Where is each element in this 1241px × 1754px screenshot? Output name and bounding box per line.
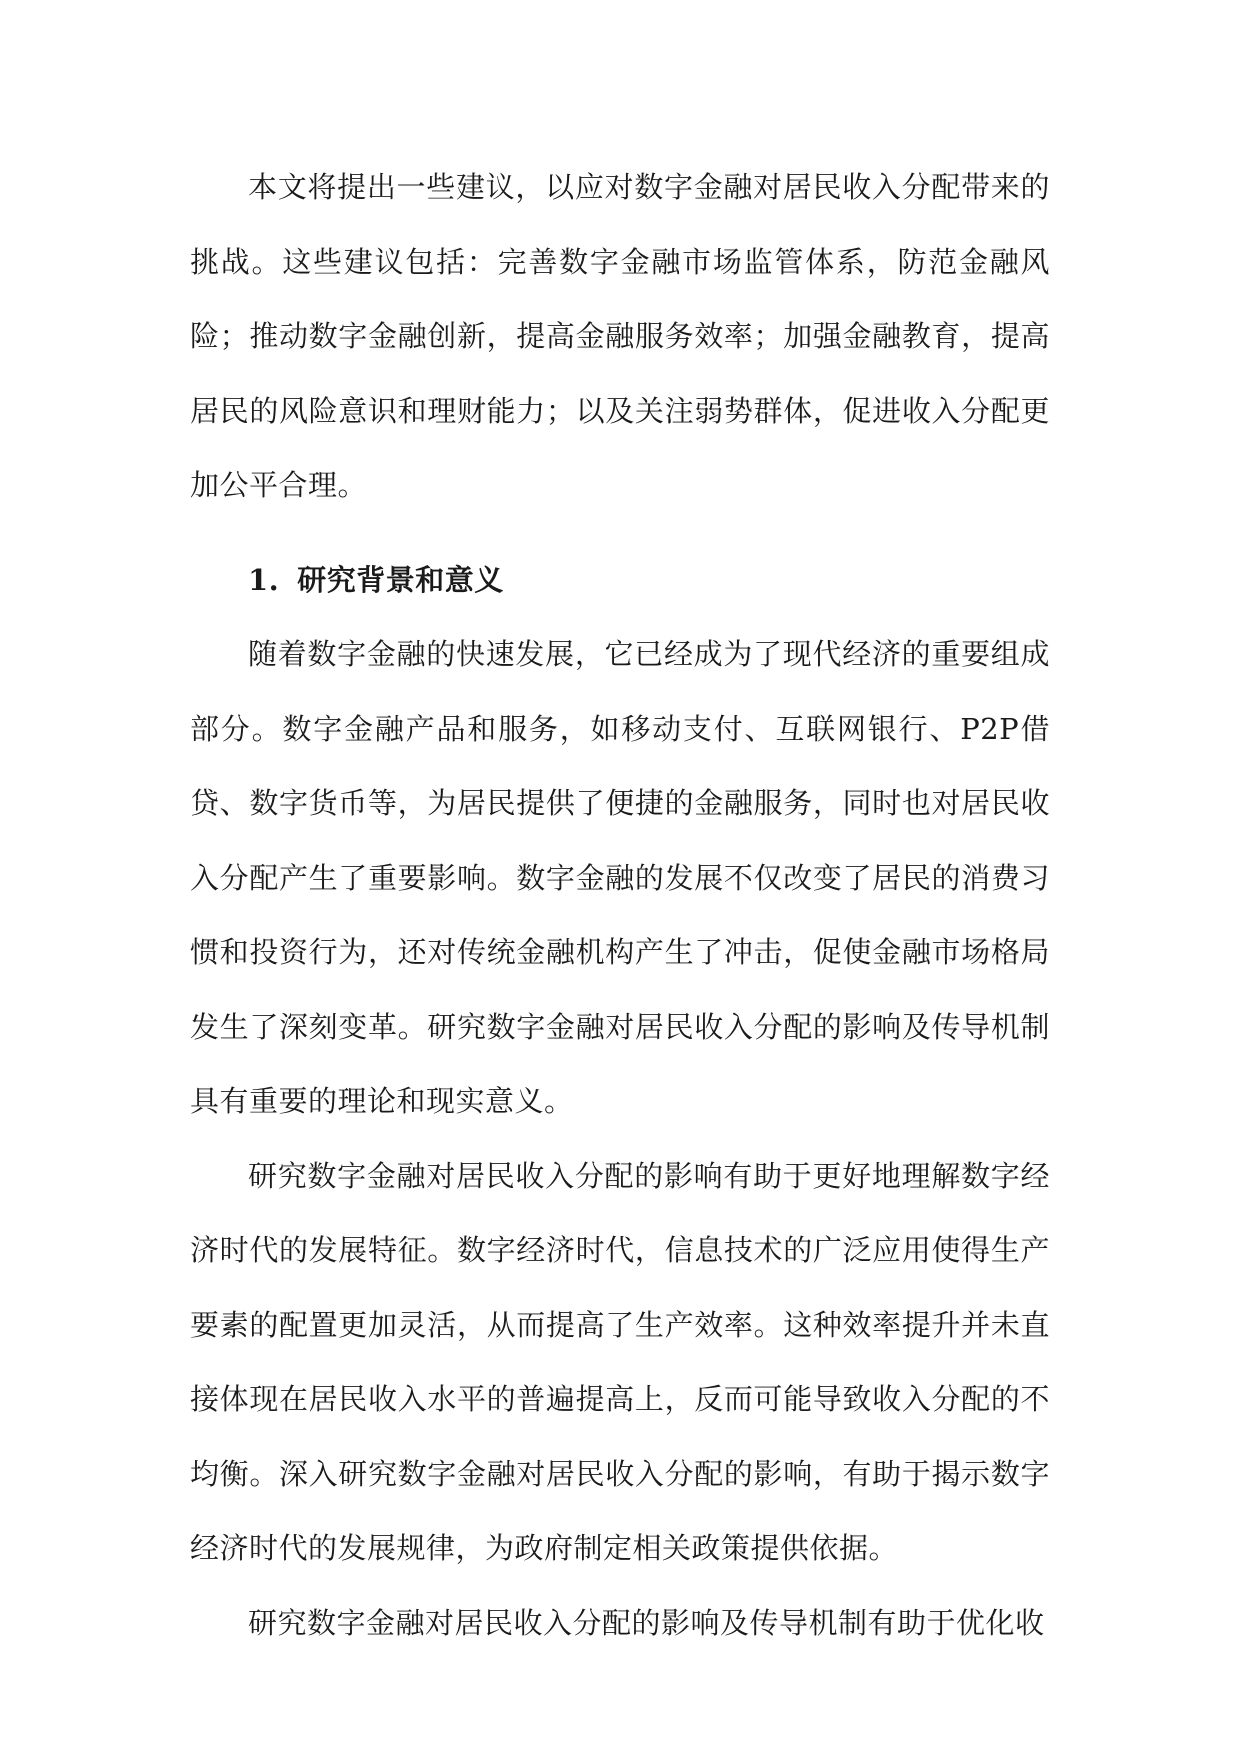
body-paragraph-2: 研究数字金融对居民收入分配的影响有助于更好地理解数字经济时代的发展特征。数字经济时代，信息技术的广泛应用使得生产要素的配置更加灵活，从而提高了生产效率。这种效率提升并未直接体现在居民收入水平的普遍提高上，反而可能导致收入分配的不均衡。深入研究数字金融对居民收入分配的影响，有助于揭示数字经济时代的发展规律，为政府制定相关政策提供依据。 [190,1158,1050,1565]
body-paragraph-3: 研究数字金融对居民收入分配的影响及传导机制有助于优化收 [248,1605,1045,1640]
section-title: 研究背景和意义 [297,562,504,597]
section-number: 1. [248,562,280,597]
document-page [190,150,1050,1660]
spacer [190,523,1050,543]
body-paragraph-1: 随着数字金融的快速发展，它已经成为了现代经济的重要组成部分。数字金融产品和服务，如移动支付、互联网银行、P2P借贷、数字货币等，为居民提供了便捷的金融服务，同时也对居民收入分配产生了重要影响。数字金融的发展不仅改变了居民的消费习惯和投资行为，还对传统金融机构产生了冲击，促使金融市场格局发生了深刻变革。研究数字金融对居民收入分配的影响及传导机制具有重要的理论和现实意义。 [190,637,1050,1118]
intro-paragraph: 本文将提出一些建议，以应对数字金融对居民收入分配带来的挑战。这些建议包括：完善数字金融市场监管体系，防范金融风险；推动数字金融创新，提高金融服务效率；加强金融教育，提高居民的风险意识和理财能力；以及关注弱势群体，促进收入分配更加公平合理。 [190,170,1050,502]
section-heading [190,543,1050,618]
